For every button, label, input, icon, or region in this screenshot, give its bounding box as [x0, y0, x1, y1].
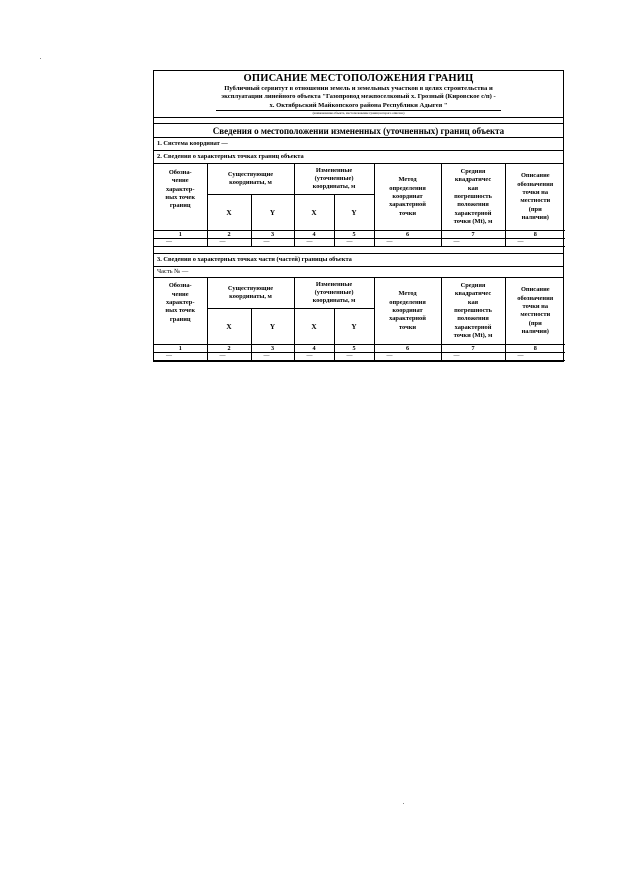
col-number: 7	[441, 345, 505, 353]
col-number: 8	[505, 231, 565, 239]
empty-cell: —	[294, 353, 334, 361]
col-number: 2	[207, 345, 251, 353]
header-x-changed: X	[294, 195, 334, 231]
empty-cell: —	[374, 353, 441, 361]
column-number-row	[154, 231, 565, 239]
header-mean-error: Средняя квадратичес кая погрешность положения характерной точки (Mt), м	[441, 278, 505, 345]
header-existing-coordinates: Существующие координаты, м	[207, 278, 294, 309]
header-y-existing: Y	[251, 195, 294, 231]
col-number: 5	[334, 345, 374, 353]
empty-cell: —	[154, 353, 207, 361]
header-description: Описание обозначения точки на местности (при наличии)	[505, 278, 565, 345]
subtitle-line-1: Публичный сервитут в отношении земель и земельных участков в целях строительства и	[224, 85, 493, 92]
col-number: 3	[251, 345, 294, 353]
empty-cell: —	[251, 239, 294, 247]
table-row	[154, 353, 565, 361]
header-changed-coordinates: Измененные (уточненные) координаты, м	[294, 278, 374, 309]
header-x-changed: X	[294, 309, 334, 345]
header-y-changed: Y	[334, 309, 374, 345]
col-number: 5	[334, 231, 374, 239]
empty-cell: —	[374, 239, 441, 247]
empty-cell: —	[207, 353, 251, 361]
part-number-label: Часть № —	[154, 267, 563, 278]
header-point-designation: Обозна- чение характер- ных точек границ	[154, 164, 207, 231]
empty-cell: —	[505, 353, 565, 361]
header-method: Метод определения координат характерной точки	[374, 164, 441, 231]
table-row	[154, 239, 565, 247]
header-x-existing: X	[207, 195, 251, 231]
empty-cell: —	[251, 353, 294, 361]
section-title: Сведения о местоположении измененных (уточненных) границ объекта	[154, 123, 563, 138]
characteristic-points-table	[154, 164, 565, 247]
col-number: 1	[154, 345, 207, 353]
scan-speck	[403, 803, 404, 804]
empty-cell: —	[294, 239, 334, 247]
header-x-existing: X	[207, 309, 251, 345]
col-number: 6	[374, 345, 441, 353]
empty-cell: —	[334, 353, 374, 361]
column-number-row	[154, 345, 565, 353]
empty-cell: —	[154, 239, 207, 247]
characteristic-points-label: 2. Сведения о характерных точках границ объекта	[154, 151, 563, 164]
subtitle-line-3: х. Октябрьский Майкопского района Республики Адыгея "	[269, 101, 448, 109]
subtitle-line-2: эксплуатации линейного объекта "Газопровод межпоселковый х. Грозный (Кировское с/п) -	[221, 93, 496, 101]
col-number: 4	[294, 231, 334, 239]
header-existing-coordinates: Существующие координаты, м	[207, 164, 294, 195]
boundary-description-form	[153, 70, 564, 362]
col-number: 1	[154, 231, 207, 239]
empty-cell: —	[207, 239, 251, 247]
form-title: ОПИСАНИЕ МЕСТОПОЛОЖЕНИЯ ГРАНИЦ	[243, 73, 474, 84]
part-points-table	[154, 278, 565, 361]
part-points-label: 3. Сведения о характерных точках части (частей) границы объекта	[154, 253, 563, 267]
col-number: 6	[374, 231, 441, 239]
header-y-changed: Y	[334, 195, 374, 231]
header-method: Метод определения координат характерной точки	[374, 278, 441, 345]
tiny-note: (наименование объекта, местоположение границ которого описано)	[216, 110, 501, 115]
col-number: 8	[505, 345, 565, 353]
empty-cell: —	[334, 239, 374, 247]
header-mean-error: Средняя квадратичес кая погрешность положения характерной точки (Mt), м	[441, 164, 505, 231]
header-point-designation: Обозна- чение характер- ных точек границ	[154, 278, 207, 345]
scan-speck	[40, 58, 41, 59]
form-header	[154, 71, 563, 118]
empty-cell: —	[505, 239, 565, 247]
col-number: 4	[294, 345, 334, 353]
header-y-existing: Y	[251, 309, 294, 345]
empty-cell: —	[441, 353, 505, 361]
empty-cell: —	[441, 239, 505, 247]
coordinate-system-label: 1. Система координат —	[154, 138, 563, 151]
col-number: 2	[207, 231, 251, 239]
col-number: 3	[251, 231, 294, 239]
header-changed-coordinates: Измененные (уточненные) координаты, м	[294, 164, 374, 195]
header-description: Описание обозначения точки на местности (при наличии)	[505, 164, 565, 231]
col-number: 7	[441, 231, 505, 239]
